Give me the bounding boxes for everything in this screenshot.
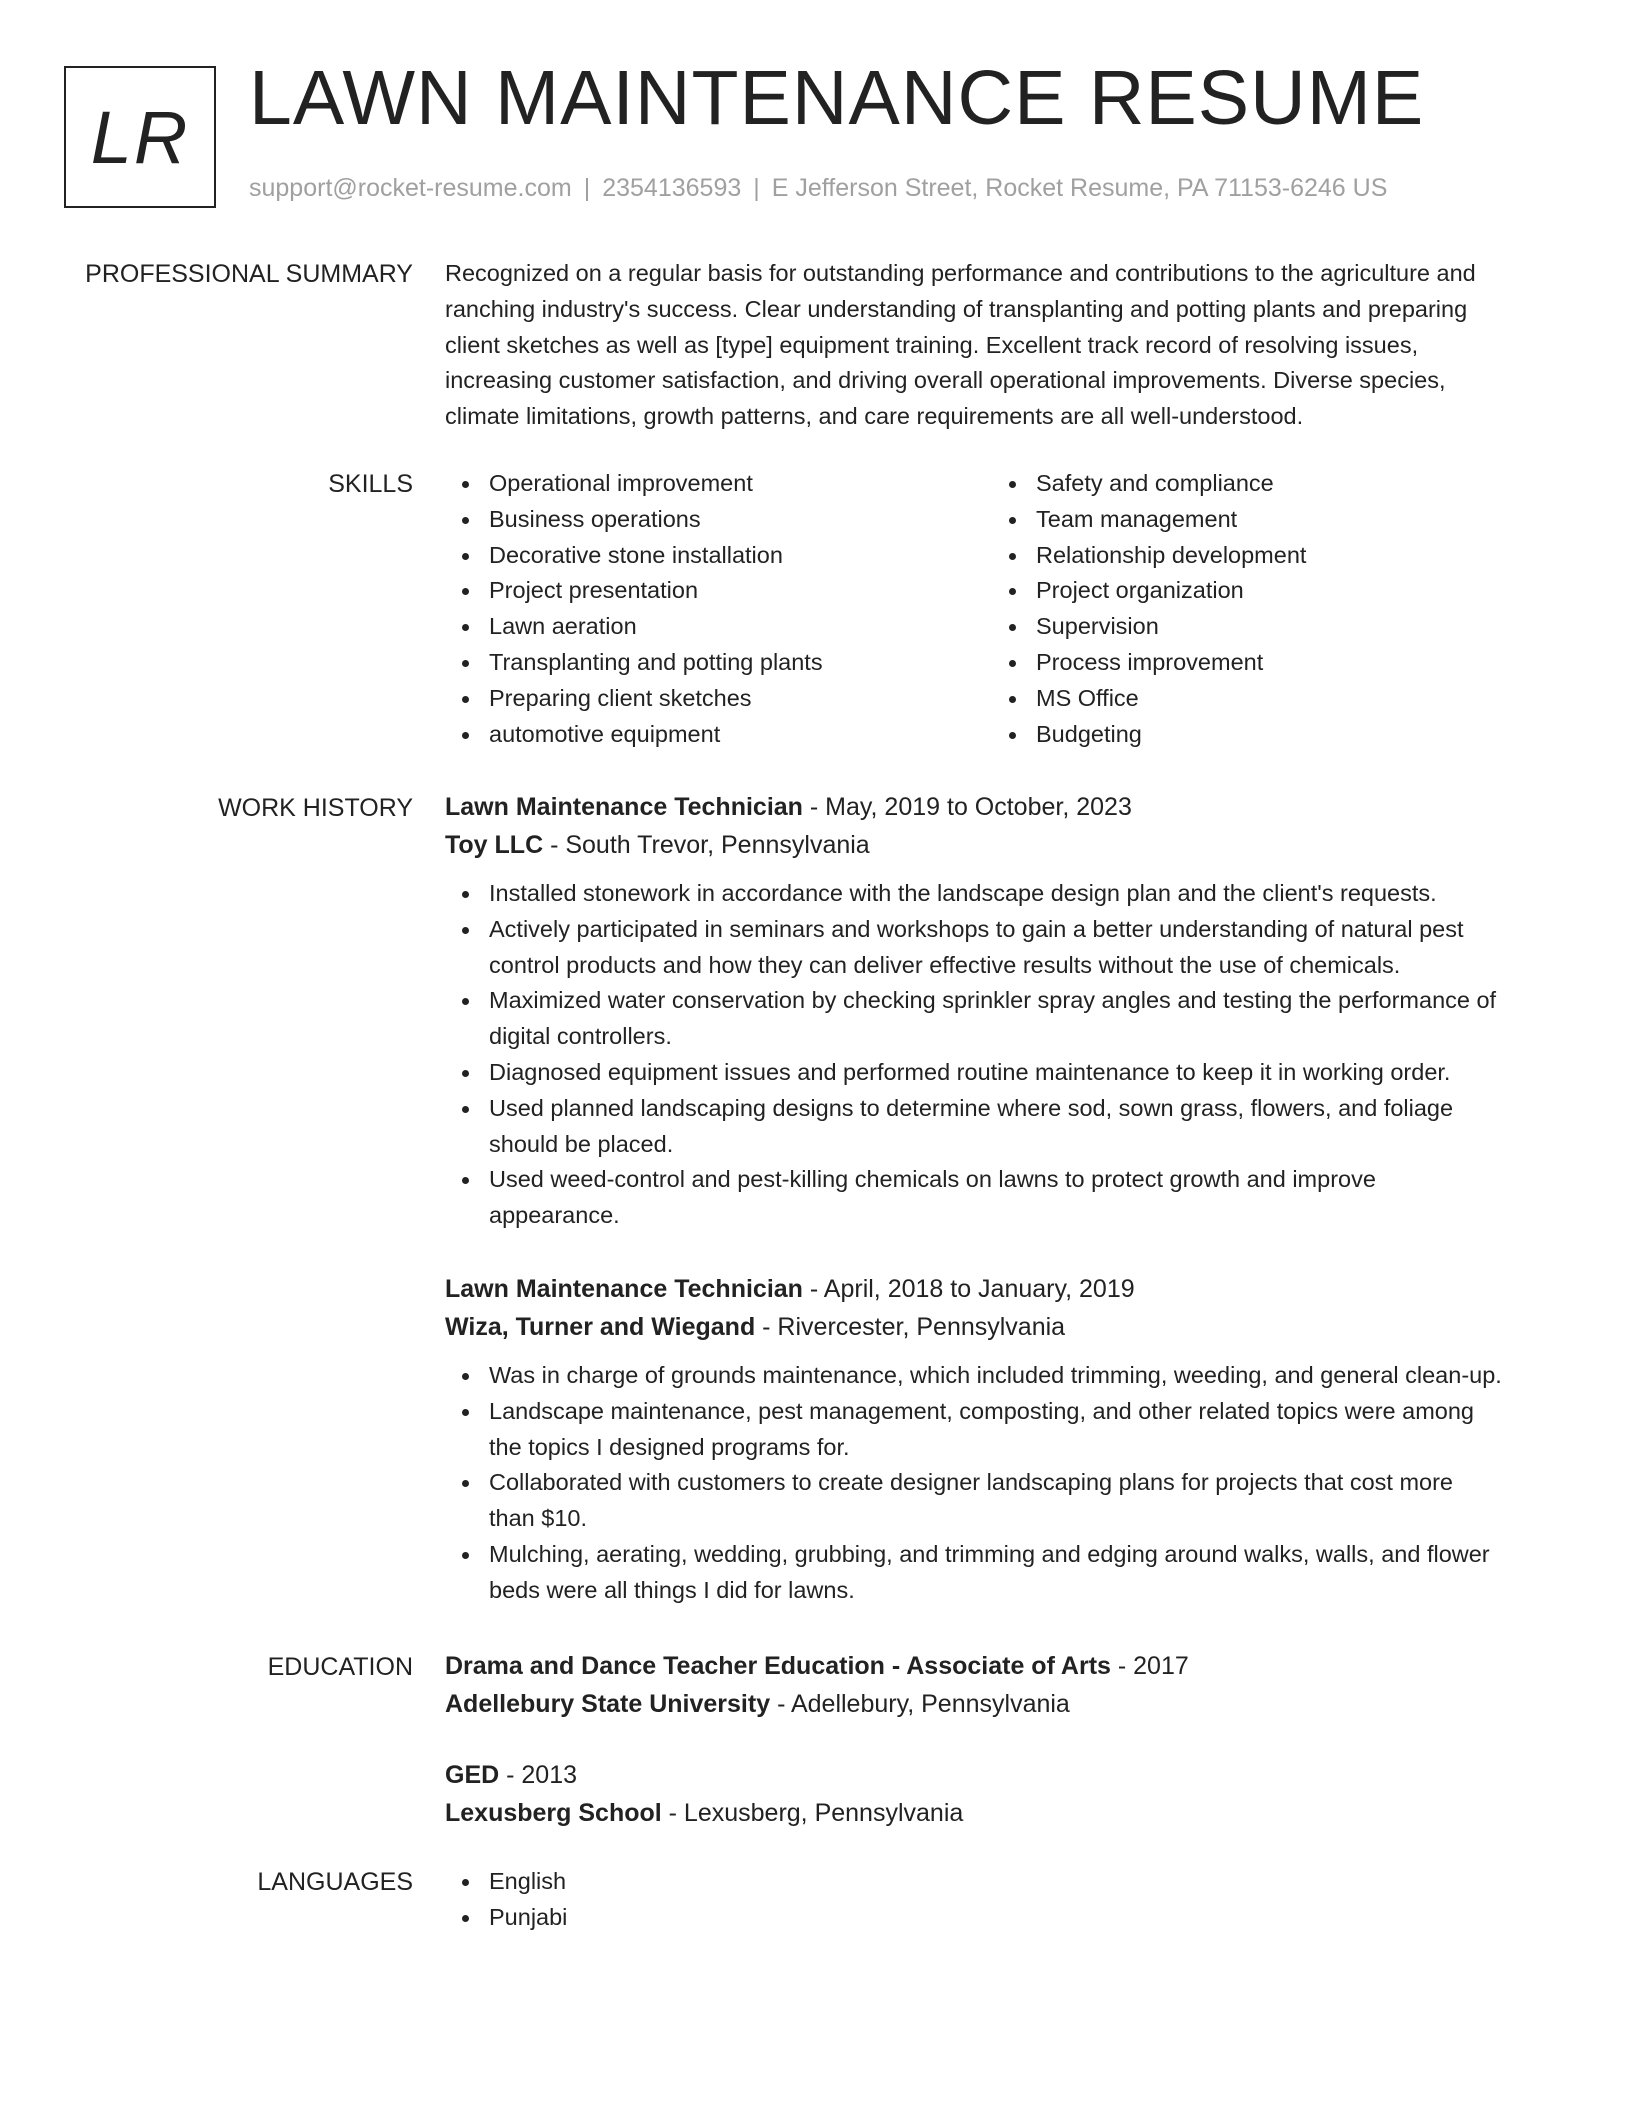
duty-line: the topics I designed programs for. (489, 1433, 850, 1460)
contact-line (249, 174, 1387, 203)
duty-item (445, 1465, 1560, 1537)
summary-text (445, 256, 1560, 435)
school-location: - Lexusberg, Pennsylvania (661, 1799, 964, 1827)
skills-label: SKILLS (328, 470, 413, 498)
work-history-label: WORK HISTORY (218, 794, 413, 822)
skill-item: Supervision (992, 609, 1539, 645)
duty-line: Collaborated with customers to create designer landscaping plans for projects that cost more (489, 1469, 1453, 1496)
summary-line: Recognized on a regular basis for outstanding performance and contributions to the agriculture and (445, 260, 1476, 286)
job-title: Lawn Maintenance Technician (445, 1275, 803, 1303)
school-name: Lexusberg School (445, 1799, 662, 1827)
skill-item: Project organization (992, 573, 1539, 609)
duty-line: Used planned landscaping designs to determine where sod, sown grass, flowers, and foliage (489, 1094, 1454, 1121)
skill-item: MS Office (992, 681, 1539, 717)
languages-list (445, 1864, 1560, 1936)
duty-item (445, 983, 1560, 1055)
degree-year: - 2017 (1110, 1652, 1189, 1680)
skill-item: Budgeting (992, 717, 1539, 753)
job-duties (445, 876, 1560, 1234)
duty-item (445, 1162, 1560, 1234)
skill-item: Operational improvement (445, 466, 992, 502)
job-heading (445, 788, 1560, 826)
job-location: - Rivercester, Pennsylvania (755, 1313, 1066, 1341)
skills-list-right (992, 466, 1539, 752)
education-label: EDUCATION (267, 1653, 413, 1681)
duty-line: Maximized water conservation by checking sprinkler spray angles and testing the performance of (489, 987, 1497, 1014)
duty-line: Actively participated in seminars and workshops to gain a better understanding of natural pest (489, 915, 1464, 942)
degree-name: GED (445, 1761, 500, 1789)
monogram-box (64, 66, 216, 208)
duty-line: Used weed-control and pest-killing chemicals on lawns to protect growth and improve (489, 1166, 1376, 1193)
duty-line: beds were all things I did for lawns. (489, 1576, 855, 1603)
skill-item: Transplanting and potting plants (445, 645, 992, 681)
skills-columns (445, 466, 1560, 752)
duty-line: Was in charge of grounds maintenance, which included trimming, weeding, and general clean-up. (489, 1362, 1502, 1388)
skill-item: Lawn aeration (445, 609, 992, 645)
education-entry (445, 1756, 1560, 1832)
duty-line: Landscape maintenance, pest management, composting, and other related topics were among (489, 1397, 1474, 1424)
job-company: Toy LLC (445, 831, 544, 859)
job-entry (445, 1270, 1560, 1609)
skill-item: automotive equipment (445, 717, 992, 753)
skill-item: Project presentation (445, 573, 992, 609)
skill-item: Team management (992, 502, 1539, 538)
skill-item: Preparing client sketches (445, 681, 992, 717)
job-employer (445, 1308, 1560, 1346)
skill-item: Decorative stone installation (445, 538, 992, 574)
duty-line: Diagnosed equipment issues and performed routine maintenance to keep it in working order. (489, 1058, 1451, 1085)
duty-item (445, 1394, 1560, 1466)
contact-separator: | (583, 174, 591, 202)
school-line (445, 1685, 1560, 1723)
duty-item (445, 912, 1560, 984)
job-location: - South Trevor, Pennsylvania (543, 831, 870, 859)
duty-line: appearance. (489, 1202, 620, 1229)
languages-list-wrap (445, 1864, 1560, 1936)
degree-year: - 2013 (499, 1761, 578, 1789)
skill-item: Safety and compliance (992, 466, 1539, 502)
duty-line: should be placed. (489, 1130, 674, 1157)
summary-line: increasing customer satisfaction, and driving overall operational improvements. Diverse species, (445, 367, 1446, 394)
skill-item: Process improvement (992, 645, 1539, 681)
education-entry (445, 1647, 1560, 1723)
school-name: Adellebury State University (445, 1690, 771, 1718)
summary-line: climate limitations, growth patterns, and care requirements are all well-understood. (445, 403, 1304, 430)
duty-item (445, 1358, 1560, 1394)
summary-line: client sketches as well as [type] equipment training. Excellent track record of resolving issues, (445, 331, 1419, 358)
duty-item (445, 1091, 1560, 1163)
job-heading (445, 1270, 1560, 1308)
duty-item (445, 1055, 1560, 1091)
duty-line: than $10. (489, 1505, 588, 1532)
contact-address: E Jefferson Street, Rocket Resume, PA 71153-6246 US (771, 174, 1388, 202)
school-location: - Adellebury, Pennsylvania (770, 1690, 1070, 1718)
job-employer (445, 826, 1560, 864)
resume-title: LAWN MAINTENANCE RESUME (249, 55, 1425, 141)
language-item: English (445, 1864, 1560, 1900)
contact-separator: | (753, 174, 760, 202)
summary-line: ranching industry's success. Clear understanding of transplanting and potting plants and preparing (445, 295, 1468, 322)
school-line (445, 1794, 1560, 1832)
degree-heading (445, 1647, 1560, 1685)
skill-item: Relationship development (992, 538, 1539, 574)
degree-heading (445, 1756, 1560, 1794)
degree-name: Drama and Dance Teacher Education - Associate of Arts (445, 1652, 1111, 1680)
monogram-initials: LR (90, 95, 190, 179)
duty-line: control products and how they can deliver effective results without the use of chemicals. (489, 951, 1401, 978)
duty-item (445, 1537, 1560, 1609)
language-item: Punjabi (445, 1900, 1560, 1936)
job-duties (445, 1358, 1560, 1609)
job-dates: - May, 2019 to October, 2023 (802, 793, 1132, 821)
job-title: Lawn Maintenance Technician (445, 793, 803, 821)
skills-list-left (445, 466, 992, 752)
duty-item (445, 876, 1560, 912)
job-entry (445, 788, 1560, 1234)
duty-line: Mulching, aerating, wedding, grubbing, and trimming and edging around walks, walls, and flower (489, 1540, 1490, 1567)
duty-line: Installed stonework in accordance with the landscape design plan and the client's requests. (489, 880, 1437, 906)
languages-label: LANGUAGES (257, 1868, 413, 1896)
duty-line: digital controllers. (489, 1023, 672, 1050)
job-company: Wiza, Turner and Wiegand (445, 1313, 756, 1341)
job-dates: - April, 2018 to January, 2019 (802, 1275, 1135, 1303)
skill-item: Business operations (445, 502, 992, 538)
contact-phone: 2354136593 (602, 174, 742, 202)
summary-label: PROFESSIONAL SUMMARY (85, 260, 413, 288)
contact-email: support@rocket-resume.com (249, 174, 572, 202)
